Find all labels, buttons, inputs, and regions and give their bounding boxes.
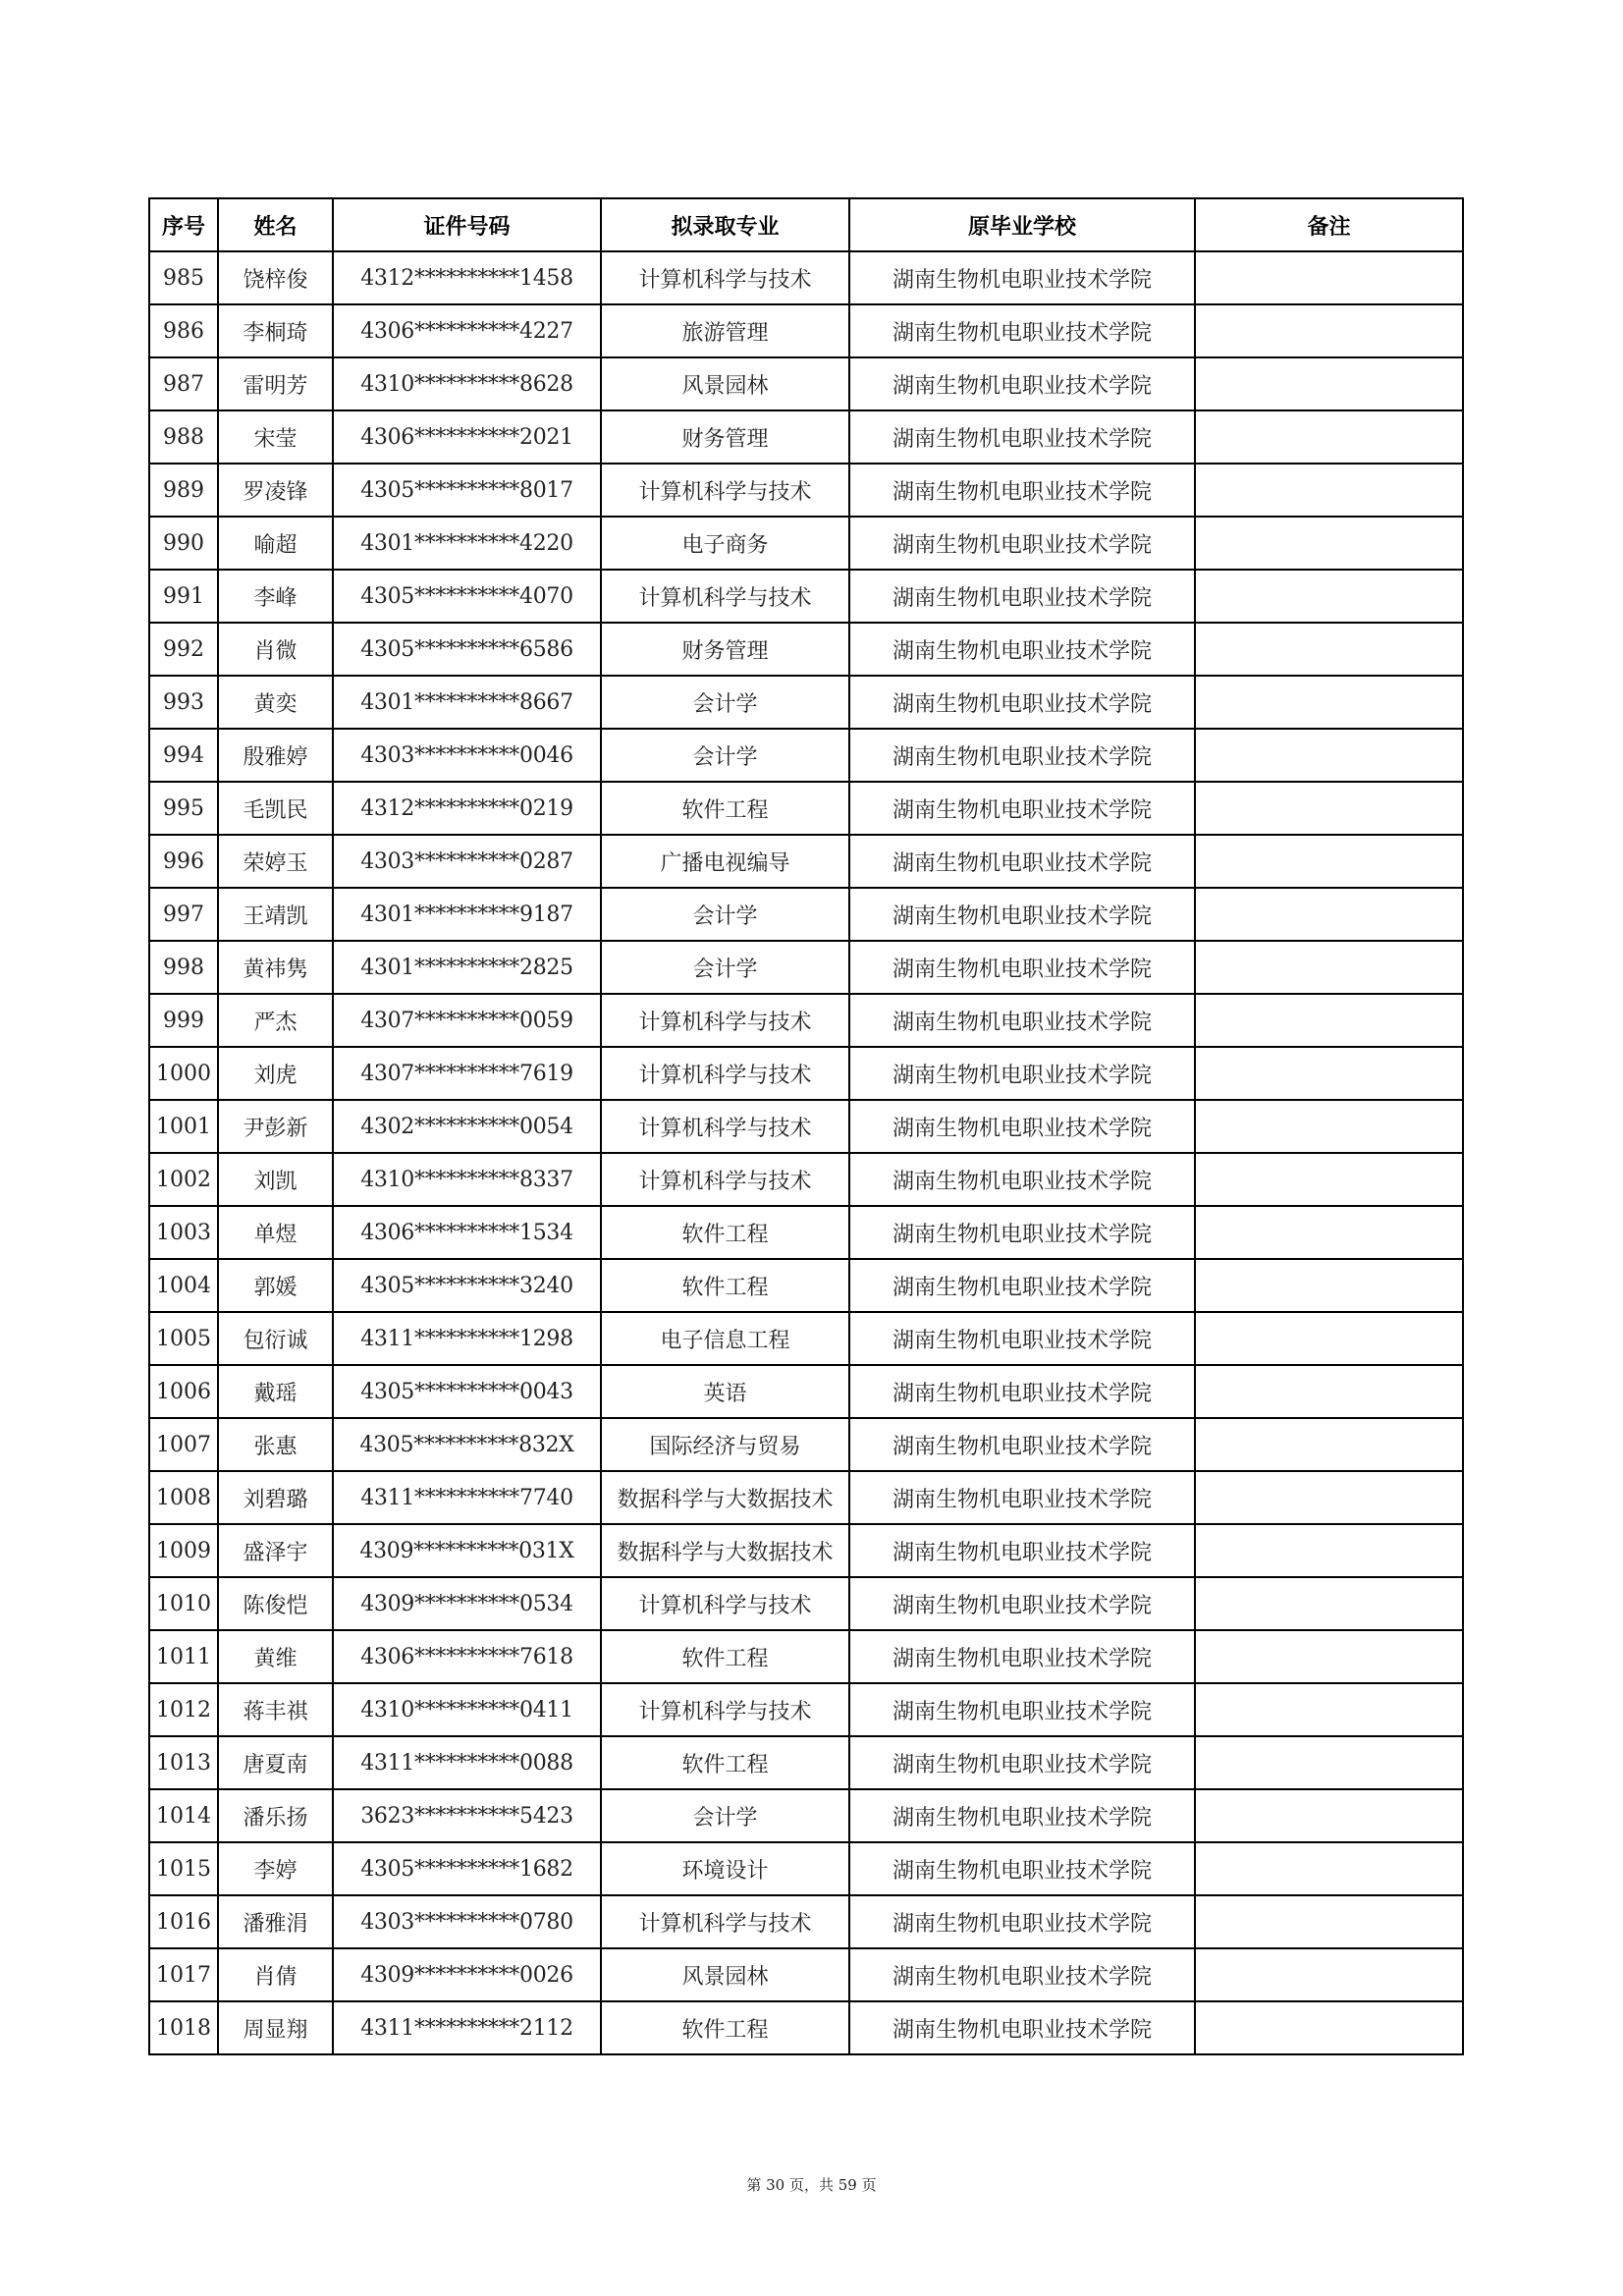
cell-name: 毛凯民 bbox=[218, 782, 333, 835]
cell-remark bbox=[1195, 1259, 1463, 1312]
cell-name: 周显翔 bbox=[218, 2001, 333, 2054]
cell-school: 湖南生物机电职业技术学院 bbox=[849, 623, 1195, 676]
cell-id: 4305**********1682 bbox=[333, 1842, 601, 1895]
cell-major: 数据科学与大数据技术 bbox=[601, 1471, 849, 1524]
table-row bbox=[149, 1842, 1463, 1895]
cell-name: 严杰 bbox=[218, 994, 333, 1047]
cell-id: 4305**********832X bbox=[333, 1418, 601, 1471]
cell-major: 财务管理 bbox=[601, 623, 849, 676]
cell-school: 湖南生物机电职业技术学院 bbox=[849, 1577, 1195, 1630]
cell-school: 湖南生物机电职业技术学院 bbox=[849, 1365, 1195, 1418]
cell-name: 蒋丰祺 bbox=[218, 1683, 333, 1736]
table-row bbox=[149, 1948, 1463, 2001]
cell-name: 刘虎 bbox=[218, 1047, 333, 1100]
cell-id: 4301**********8667 bbox=[333, 676, 601, 729]
cell-major: 计算机科学与技术 bbox=[601, 570, 849, 623]
cell-major: 国际经济与贸易 bbox=[601, 1418, 849, 1471]
cell-id: 4306**********1534 bbox=[333, 1206, 601, 1259]
cell-id: 4305**********6586 bbox=[333, 623, 601, 676]
table-row bbox=[149, 410, 1463, 464]
cell-school: 湖南生物机电职业技术学院 bbox=[849, 888, 1195, 941]
cell-major: 计算机科学与技术 bbox=[601, 1895, 849, 1948]
cell-name: 黄维 bbox=[218, 1630, 333, 1683]
cell-seq: 1014 bbox=[149, 1789, 218, 1842]
cell-remark bbox=[1195, 1047, 1463, 1100]
cell-name: 李婷 bbox=[218, 1842, 333, 1895]
cell-remark bbox=[1195, 676, 1463, 729]
cell-remark bbox=[1195, 782, 1463, 835]
table-row bbox=[149, 1312, 1463, 1365]
table-row bbox=[149, 941, 1463, 994]
cell-name: 罗凌锋 bbox=[218, 464, 333, 517]
cell-name: 唐夏南 bbox=[218, 1736, 333, 1789]
cell-seq: 1001 bbox=[149, 1100, 218, 1153]
cell-seq: 997 bbox=[149, 888, 218, 941]
cell-major: 会计学 bbox=[601, 888, 849, 941]
cell-major: 英语 bbox=[601, 1365, 849, 1418]
cell-seq: 991 bbox=[149, 570, 218, 623]
cell-name: 潘雅涓 bbox=[218, 1895, 333, 1948]
cell-seq: 990 bbox=[149, 517, 218, 570]
table-row bbox=[149, 304, 1463, 357]
cell-id: 4305**********3240 bbox=[333, 1259, 601, 1312]
cell-major: 旅游管理 bbox=[601, 304, 849, 357]
cell-name: 王靖凯 bbox=[218, 888, 333, 941]
cell-major: 会计学 bbox=[601, 1789, 849, 1842]
cell-id: 4310**********0411 bbox=[333, 1683, 601, 1736]
cell-seq: 1000 bbox=[149, 1047, 218, 1100]
cell-name: 雷明芳 bbox=[218, 357, 333, 410]
header-name: 姓名 bbox=[218, 198, 333, 251]
cell-seq: 1006 bbox=[149, 1365, 218, 1418]
cell-remark bbox=[1195, 941, 1463, 994]
table-row bbox=[149, 357, 1463, 410]
page-number: 第 30 页，共 59 页 bbox=[746, 2176, 877, 2194]
cell-seq: 999 bbox=[149, 994, 218, 1047]
table-row bbox=[149, 1736, 1463, 1789]
cell-school: 湖南生物机电职业技术学院 bbox=[849, 570, 1195, 623]
cell-school: 湖南生物机电职业技术学院 bbox=[849, 251, 1195, 304]
cell-major: 会计学 bbox=[601, 941, 849, 994]
cell-school: 湖南生物机电职业技术学院 bbox=[849, 1206, 1195, 1259]
cell-name: 黄奕 bbox=[218, 676, 333, 729]
cell-remark bbox=[1195, 1365, 1463, 1418]
cell-id: 4306**********4227 bbox=[333, 304, 601, 357]
cell-name: 李桐琦 bbox=[218, 304, 333, 357]
cell-remark bbox=[1195, 1206, 1463, 1259]
cell-name: 刘碧璐 bbox=[218, 1471, 333, 1524]
cell-major: 软件工程 bbox=[601, 2001, 849, 2054]
table-row bbox=[149, 994, 1463, 1047]
cell-id: 3623**********5423 bbox=[333, 1789, 601, 1842]
cell-school: 湖南生物机电职业技术学院 bbox=[849, 1842, 1195, 1895]
cell-seq: 994 bbox=[149, 729, 218, 782]
table-row bbox=[149, 1259, 1463, 1312]
table-row bbox=[149, 464, 1463, 517]
cell-remark bbox=[1195, 1630, 1463, 1683]
cell-school: 湖南生物机电职业技术学院 bbox=[849, 1948, 1195, 2001]
cell-school: 湖南生物机电职业技术学院 bbox=[849, 1047, 1195, 1100]
cell-major: 计算机科学与技术 bbox=[601, 1153, 849, 1206]
table-row bbox=[149, 517, 1463, 570]
cell-remark bbox=[1195, 1577, 1463, 1630]
cell-school: 湖南生物机电职业技术学院 bbox=[849, 782, 1195, 835]
cell-name: 肖倩 bbox=[218, 1948, 333, 2001]
cell-major: 电子信息工程 bbox=[601, 1312, 849, 1365]
cell-remark bbox=[1195, 251, 1463, 304]
cell-id: 4312**********1458 bbox=[333, 251, 601, 304]
cell-school: 湖南生物机电职业技术学院 bbox=[849, 729, 1195, 782]
cell-remark bbox=[1195, 357, 1463, 410]
header-seq: 序号 bbox=[149, 198, 218, 251]
table-row bbox=[149, 888, 1463, 941]
cell-remark bbox=[1195, 1418, 1463, 1471]
cell-id: 4305**********0043 bbox=[333, 1365, 601, 1418]
header-id: 证件号码 bbox=[333, 198, 601, 251]
cell-id: 4311**********7740 bbox=[333, 1471, 601, 1524]
cell-school: 湖南生物机电职业技术学院 bbox=[849, 517, 1195, 570]
cell-id: 4310**********8628 bbox=[333, 357, 601, 410]
cell-school: 湖南生物机电职业技术学院 bbox=[849, 410, 1195, 464]
cell-name: 郭媛 bbox=[218, 1259, 333, 1312]
cell-major: 软件工程 bbox=[601, 1736, 849, 1789]
table-row bbox=[149, 676, 1463, 729]
table-row bbox=[149, 835, 1463, 888]
cell-id: 4311**********1298 bbox=[333, 1312, 601, 1365]
cell-id: 4309**********0534 bbox=[333, 1577, 601, 1630]
cell-seq: 996 bbox=[149, 835, 218, 888]
cell-id: 4309**********0026 bbox=[333, 1948, 601, 2001]
cell-id: 4301**********4220 bbox=[333, 517, 601, 570]
cell-remark bbox=[1195, 888, 1463, 941]
cell-seq: 1015 bbox=[149, 1842, 218, 1895]
table-row bbox=[149, 1153, 1463, 1206]
table-row bbox=[149, 251, 1463, 304]
cell-school: 湖南生物机电职业技术学院 bbox=[849, 1736, 1195, 1789]
cell-id: 4303**********0780 bbox=[333, 1895, 601, 1948]
cell-school: 湖南生物机电职业技术学院 bbox=[849, 2001, 1195, 2054]
cell-school: 湖南生物机电职业技术学院 bbox=[849, 1153, 1195, 1206]
table-row bbox=[149, 1895, 1463, 1948]
cell-school: 湖南生物机电职业技术学院 bbox=[849, 1630, 1195, 1683]
cell-remark bbox=[1195, 1153, 1463, 1206]
cell-remark bbox=[1195, 835, 1463, 888]
cell-seq: 1002 bbox=[149, 1153, 218, 1206]
cell-seq: 987 bbox=[149, 357, 218, 410]
cell-school: 湖南生物机电职业技术学院 bbox=[849, 835, 1195, 888]
cell-name: 宋莹 bbox=[218, 410, 333, 464]
cell-major: 风景园林 bbox=[601, 1948, 849, 2001]
cell-school: 湖南生物机电职业技术学院 bbox=[849, 1789, 1195, 1842]
table-row bbox=[149, 1206, 1463, 1259]
cell-school: 湖南生物机电职业技术学院 bbox=[849, 1524, 1195, 1577]
cell-remark bbox=[1195, 1736, 1463, 1789]
table-row bbox=[149, 570, 1463, 623]
cell-school: 湖南生物机电职业技术学院 bbox=[849, 994, 1195, 1047]
cell-major: 计算机科学与技术 bbox=[601, 994, 849, 1047]
cell-seq: 1011 bbox=[149, 1630, 218, 1683]
cell-seq: 1009 bbox=[149, 1524, 218, 1577]
cell-id: 4305**********8017 bbox=[333, 464, 601, 517]
cell-id: 4306**********2021 bbox=[333, 410, 601, 464]
cell-id: 4307**********7619 bbox=[333, 1047, 601, 1100]
cell-remark bbox=[1195, 304, 1463, 357]
cell-major: 软件工程 bbox=[601, 782, 849, 835]
cell-name: 潘乐扬 bbox=[218, 1789, 333, 1842]
cell-id: 4311**********0088 bbox=[333, 1736, 601, 1789]
cell-major: 会计学 bbox=[601, 729, 849, 782]
cell-major: 电子商务 bbox=[601, 517, 849, 570]
cell-school: 湖南生物机电职业技术学院 bbox=[849, 1100, 1195, 1153]
cell-remark bbox=[1195, 729, 1463, 782]
cell-school: 湖南生物机电职业技术学院 bbox=[849, 941, 1195, 994]
cell-name: 单煜 bbox=[218, 1206, 333, 1259]
cell-name: 殷雅婷 bbox=[218, 729, 333, 782]
cell-id: 4309**********031X bbox=[333, 1524, 601, 1577]
cell-seq: 1016 bbox=[149, 1895, 218, 1948]
cell-remark bbox=[1195, 623, 1463, 676]
cell-id: 4307**********0059 bbox=[333, 994, 601, 1047]
cell-major: 数据科学与大数据技术 bbox=[601, 1524, 849, 1577]
cell-remark bbox=[1195, 1948, 1463, 2001]
table-row bbox=[149, 1630, 1463, 1683]
table-row bbox=[149, 1524, 1463, 1577]
cell-major: 广播电视编导 bbox=[601, 835, 849, 888]
table-row bbox=[149, 782, 1463, 835]
cell-seq: 993 bbox=[149, 676, 218, 729]
header-school: 原毕业学校 bbox=[849, 198, 1195, 251]
cell-name: 尹彭新 bbox=[218, 1100, 333, 1153]
cell-remark bbox=[1195, 1895, 1463, 1948]
cell-name: 张惠 bbox=[218, 1418, 333, 1471]
cell-major: 计算机科学与技术 bbox=[601, 1683, 849, 1736]
cell-school: 湖南生物机电职业技术学院 bbox=[849, 1259, 1195, 1312]
cell-remark bbox=[1195, 2001, 1463, 2054]
cell-seq: 1017 bbox=[149, 1948, 218, 2001]
table-row bbox=[149, 1789, 1463, 1842]
cell-remark bbox=[1195, 1524, 1463, 1577]
cell-name: 盛泽宇 bbox=[218, 1524, 333, 1577]
cell-name: 黄祎隽 bbox=[218, 941, 333, 994]
header-major: 拟录取专业 bbox=[601, 198, 849, 251]
cell-remark bbox=[1195, 570, 1463, 623]
table-row bbox=[149, 1577, 1463, 1630]
cell-id: 4302**********0054 bbox=[333, 1100, 601, 1153]
cell-remark bbox=[1195, 464, 1463, 517]
cell-name: 李峰 bbox=[218, 570, 333, 623]
cell-major: 环境设计 bbox=[601, 1842, 849, 1895]
cell-major: 财务管理 bbox=[601, 410, 849, 464]
cell-school: 湖南生物机电职业技术学院 bbox=[849, 1683, 1195, 1736]
cell-id: 4312**********0219 bbox=[333, 782, 601, 835]
cell-id: 4301**********2825 bbox=[333, 941, 601, 994]
cell-name: 包衍诚 bbox=[218, 1312, 333, 1365]
table-row bbox=[149, 2001, 1463, 2054]
cell-id: 4303**********0287 bbox=[333, 835, 601, 888]
header-remark: 备注 bbox=[1195, 198, 1463, 251]
cell-seq: 1018 bbox=[149, 2001, 218, 2054]
cell-id: 4306**********7618 bbox=[333, 1630, 601, 1683]
cell-school: 湖南生物机电职业技术学院 bbox=[849, 1312, 1195, 1365]
cell-school: 湖南生物机电职业技术学院 bbox=[849, 464, 1195, 517]
table-row bbox=[149, 1100, 1463, 1153]
cell-seq: 1004 bbox=[149, 1259, 218, 1312]
cell-seq: 1007 bbox=[149, 1418, 218, 1471]
cell-remark bbox=[1195, 1312, 1463, 1365]
cell-remark bbox=[1195, 410, 1463, 464]
cell-remark bbox=[1195, 1789, 1463, 1842]
cell-seq: 1003 bbox=[149, 1206, 218, 1259]
cell-name: 戴瑶 bbox=[218, 1365, 333, 1418]
cell-remark bbox=[1195, 1683, 1463, 1736]
cell-seq: 998 bbox=[149, 941, 218, 994]
cell-remark bbox=[1195, 1842, 1463, 1895]
cell-name: 肖微 bbox=[218, 623, 333, 676]
cell-school: 湖南生物机电职业技术学院 bbox=[849, 1895, 1195, 1948]
cell-seq: 988 bbox=[149, 410, 218, 464]
cell-major: 计算机科学与技术 bbox=[601, 464, 849, 517]
cell-name: 荣婷玉 bbox=[218, 835, 333, 888]
cell-id: 4301**********9187 bbox=[333, 888, 601, 941]
cell-remark bbox=[1195, 1100, 1463, 1153]
cell-major: 软件工程 bbox=[601, 1630, 849, 1683]
table-row bbox=[149, 1047, 1463, 1100]
table-body bbox=[149, 251, 1463, 2054]
cell-school: 湖南生物机电职业技术学院 bbox=[849, 1418, 1195, 1471]
cell-name: 饶梓俊 bbox=[218, 251, 333, 304]
cell-major: 软件工程 bbox=[601, 1259, 849, 1312]
cell-major: 会计学 bbox=[601, 676, 849, 729]
table-row bbox=[149, 623, 1463, 676]
cell-seq: 1010 bbox=[149, 1577, 218, 1630]
table-row bbox=[149, 1683, 1463, 1736]
cell-school: 湖南生物机电职业技术学院 bbox=[849, 357, 1195, 410]
cell-school: 湖南生物机电职业技术学院 bbox=[849, 676, 1195, 729]
table-row bbox=[149, 1471, 1463, 1524]
cell-major: 软件工程 bbox=[601, 1206, 849, 1259]
table-row bbox=[149, 729, 1463, 782]
cell-remark bbox=[1195, 1471, 1463, 1524]
cell-major: 计算机科学与技术 bbox=[601, 251, 849, 304]
cell-seq: 1012 bbox=[149, 1683, 218, 1736]
cell-major: 计算机科学与技术 bbox=[601, 1100, 849, 1153]
cell-seq: 992 bbox=[149, 623, 218, 676]
table-header-row bbox=[149, 198, 1463, 251]
cell-name: 刘凯 bbox=[218, 1153, 333, 1206]
table-row bbox=[149, 1365, 1463, 1418]
cell-seq: 1008 bbox=[149, 1471, 218, 1524]
cell-name: 陈俊恺 bbox=[218, 1577, 333, 1630]
cell-id: 4310**********8337 bbox=[333, 1153, 601, 1206]
cell-remark bbox=[1195, 994, 1463, 1047]
cell-school: 湖南生物机电职业技术学院 bbox=[849, 304, 1195, 357]
cell-name: 喻超 bbox=[218, 517, 333, 570]
cell-id: 4311**********2112 bbox=[333, 2001, 601, 2054]
cell-remark bbox=[1195, 517, 1463, 570]
cell-major: 计算机科学与技术 bbox=[601, 1047, 849, 1100]
cell-seq: 985 bbox=[149, 251, 218, 304]
cell-seq: 1005 bbox=[149, 1312, 218, 1365]
cell-seq: 989 bbox=[149, 464, 218, 517]
cell-seq: 986 bbox=[149, 304, 218, 357]
cell-seq: 1013 bbox=[149, 1736, 218, 1789]
cell-seq: 995 bbox=[149, 782, 218, 835]
cell-id: 4303**********0046 bbox=[333, 729, 601, 782]
cell-major: 计算机科学与技术 bbox=[601, 1577, 849, 1630]
cell-major: 风景园林 bbox=[601, 357, 849, 410]
cell-id: 4305**********4070 bbox=[333, 570, 601, 623]
admission-table bbox=[148, 197, 1464, 2055]
table-row bbox=[149, 1418, 1463, 1471]
cell-school: 湖南生物机电职业技术学院 bbox=[849, 1471, 1195, 1524]
